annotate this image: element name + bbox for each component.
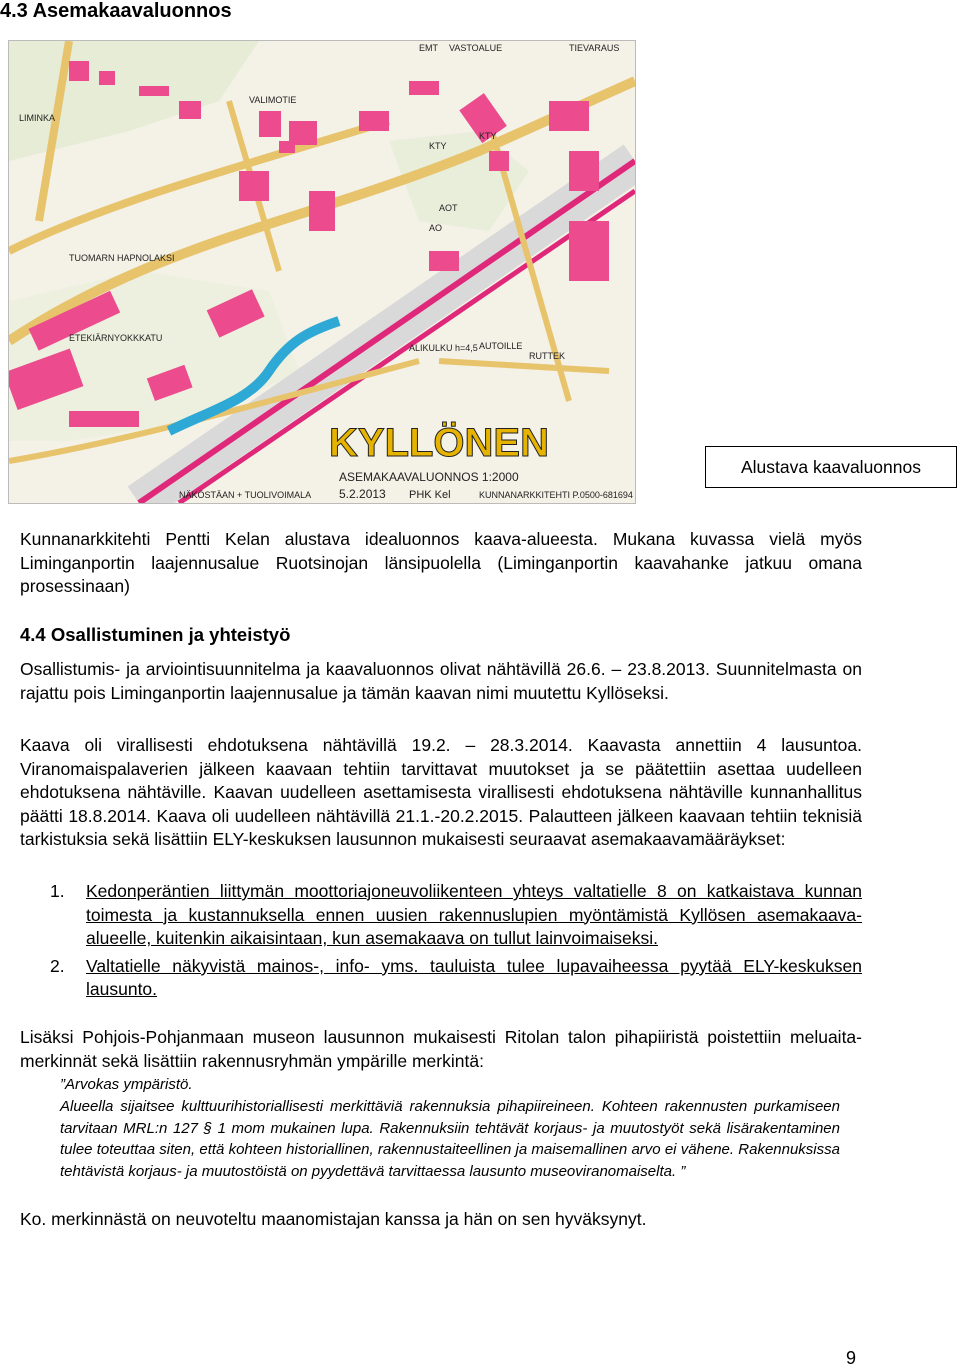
list-item-text: Kedonperäntien liittymän moottoriajoneuvoliikenteen yhteys valtatielle 8 on katkaistava kunnan toimesta ja kustannuksella ennen uusien rakennuslupien myöntämistä Kyllösen asemakaava-alueelle, kuitenkin aikaisintaan, kun asemakaava on tullut lainvoimaiseksi. (86, 881, 862, 949)
ordered-list (20, 880, 862, 1002)
map-label: ETEKIÄRNYOKKKATU (69, 333, 163, 343)
map-sign: PHK Kel (409, 489, 451, 501)
map-caption-text: Alustava kaavaluonnos (741, 456, 921, 477)
quote-title: ”Arvokas ympäristö. (60, 1076, 193, 1093)
quote-body: Alueella sijaitsee kulttuurihistoriallisesti merkittäviä rakennuksia pihapiireineen. Kohteen rakennusten purkamiseen tarvitaan MRL:n 127 § 1 mom mukainen lupa. Rakennuksiin tehtävät korjaus- ja muutostyöt sekä lisärakentaminen tulee toteuttaa siten, että kohteen historiallinen, rakennustaiteellinen ja maisemallinen arvo ei vähene. Rakennuksissa tehtävistä korjaus- ja muutostöistä on pyydettävä tarvittaessa lausunto museoviranomaiselta. ” (60, 1098, 840, 1180)
map-label: AO (429, 223, 443, 233)
paragraph-4: Ko. merkinnästä on neuvoteltu maanomistajan kanssa ja hän on sen hyväksynyt. (20, 1209, 647, 1229)
paragraph-2: Kaava oli virallisesti ehdotuksena nähtävillä 19.2. – 28.3.2014. Kaavasta annettiin 4 lausuntoa. Viranomaispalaverien jälkeen kaavaan tehtiin tarvittavat muutokset ja se päätettiin asettaa uudelleen ehdotuksena nähtäville. Kaavan uudelleen asettamisesta virallisesti ehdotuksena nähtäville kunnanhallitus päätti 18.8.2014. Kaava oli uudelleen nähtävillä 21.1.-20.2.2015. Palautteen jälkeen kaavaan tehtiin teknisiä tarkistuksia sekä lisättiin ELY-keskuksen lausunnon mukaisesti seuraavat asemakaavamääräykset: (20, 735, 862, 850)
zoning-map-drawing (9, 41, 635, 503)
map-label: VASTOALUE (449, 43, 503, 53)
list-item-text: Valtatielle näkyvistä mainos-, info- yms. tauluista tulee lupavaiheessa pyytää ELY-keskuksen lausunto. (86, 955, 862, 1000)
map-green-area (9, 41, 259, 161)
map-label: KTY (429, 141, 447, 151)
list-item (20, 880, 862, 951)
section-title: 4.3 Asemakaavaluonnos (0, 0, 232, 22)
section-heading: 4.4 Osallistuminen ja yhteistyö (20, 624, 291, 645)
map-label: TUOMARN HAPNOLAKSI (69, 253, 175, 263)
list-item (20, 955, 862, 1002)
map-label: EMT (419, 43, 438, 53)
map-label: KTY (479, 131, 497, 141)
map-label: AUTOILLE (479, 341, 523, 351)
map-road (439, 361, 609, 371)
intro-paragraph: Kunnanarkkitehti Pentti Kelan alustava idealuonnos kaava-alueesta. Mukana kuvassa vielä myös Liminganportin laajennusalue Ruotsinojan länsipuolella (Liminganportin kaavahanke jatkuu omana prosessinaan) (20, 529, 862, 597)
page-number: 9 (846, 1348, 857, 1368)
map-label: LIMINKA (19, 113, 56, 123)
paragraph-3: Lisäksi Pohjois-Pohjanmaan museon lausunnon mukaisesti Ritolan talon pihapiiristä poistettiin meluaita-merkinnät sekä lisättiin rakennusryhmän ympärille merkintä: (20, 1027, 862, 1071)
map-title: KYLLÖNEN (329, 421, 549, 465)
map-subtitle: ASEMAKAAVALUONNOS 1:2000 (339, 470, 519, 484)
map-label: TIEVARAUS (569, 43, 620, 53)
map-label: RUTTEK (529, 351, 565, 361)
map-label: ALIKULKU h=4,5 (409, 343, 478, 353)
map-label: VALIMOTIE (249, 95, 297, 105)
list-item-number: 2. (50, 955, 65, 976)
list-item-number: 1. (50, 881, 65, 901)
map-caption (705, 446, 957, 488)
map-firm: KUNNANARKKITEHTI P.0500-681694 (479, 490, 633, 500)
map-label: AOT (439, 203, 458, 213)
zoning-plan-sketch (8, 40, 636, 504)
map-date: 5.2.2013 (339, 487, 386, 501)
paragraph-1: Osallistumis- ja arviointisuunnitelma ja kaavaluonnos olivat nähtävillä 26.6. – 23.8.2013. Suunnitelmasta on rajattu pois Liminganportin laajennusalue ja tämän kaavan nimi muutettu Kyllöseksi. (20, 659, 862, 703)
map-bottom-left-label: NÄKÖSTÄAN + TUOLIVOIMALA (179, 490, 312, 500)
